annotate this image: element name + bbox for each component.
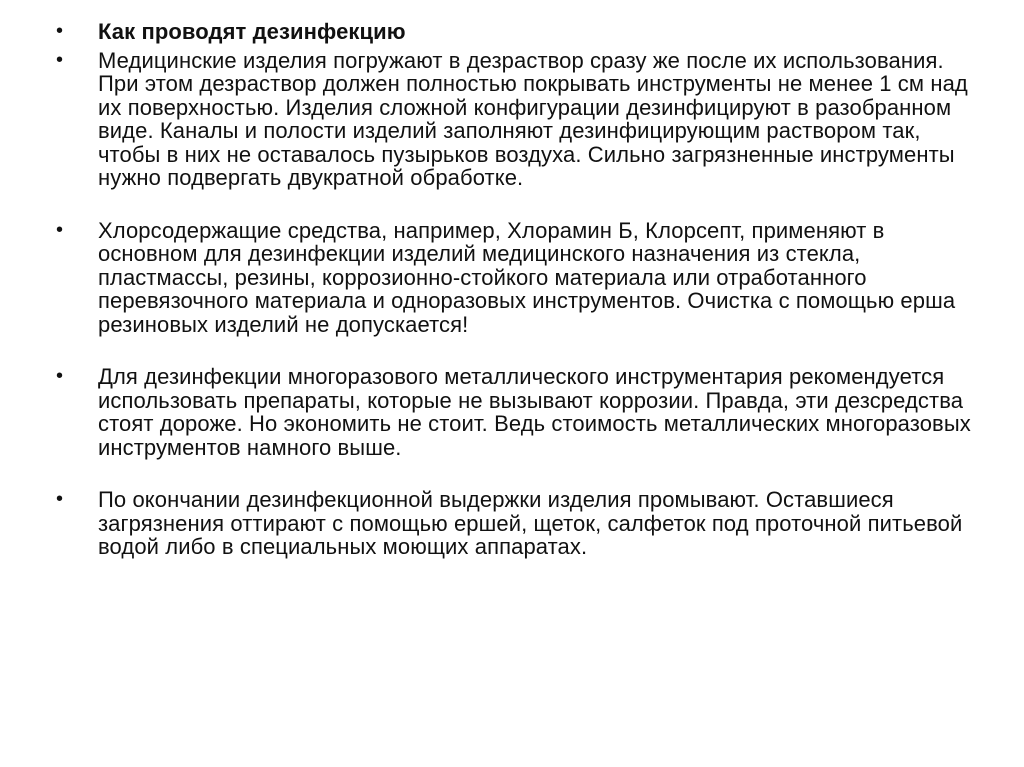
bullet-item-heading: [56, 20, 976, 44]
bullet-item-metal-instruments: [56, 365, 976, 459]
bullet-dot-icon: •: [56, 48, 64, 71]
bullet-dot-icon: •: [56, 20, 64, 42]
bullet-text: Хлорсодержащие средства, например, Хлорамин Б, Клорсепт, применяют в основном для дезинфекции изделий медицинского назначения из стекла, пластмассы, резины, коррозионно-стойкого материала или отработанного перевязочного материала и одноразовых инструментов. Очистка с помощью ерша резиновых изделий не допускается!: [98, 217, 956, 337]
bullet-item-immersion: [56, 49, 976, 190]
bullet-dot-icon: •: [56, 218, 64, 241]
bullet-dot-icon: •: [56, 365, 64, 387]
bullet-text: По окончании дезинфекционной выдержки изделия промывают. Оставшиеся загрязнения оттирают с помощью ершей, щеток, салфеток под проточной питьевой водой либо в специальных моющих аппаратах.: [98, 487, 963, 559]
bullet-text: Медицинские изделия погружают в дезраствор сразу же после их использования. При этом дезраствор должен полностью покрывать инструменты не менее 1 см над их поверхностью. Изделия сложной конфигурации дезинфицируют в разобранном виде. Каналы и полости изделий заполняют дезинфицирующим раствором так, чтобы в них не оставалось пузырьков воздуха. Сильно загрязненные инструменты нужно подвергать двукратной обработке.: [98, 47, 968, 190]
bullet-item-chlorine-agents: [56, 219, 976, 337]
bullet-item-rinsing: [56, 488, 976, 559]
bullet-list: [56, 20, 976, 559]
bullet-text: Для дезинфекции многоразового металлического инструментария рекомендуется использовать препараты, которые не вызывают коррозии. Правда, эти дезсредства стоят дороже. Но экономить не стоит. Ведь стоимость металлических многоразовых инструментов намного выше.: [98, 364, 971, 460]
bullet-dot-icon: •: [56, 488, 64, 510]
slide-heading: Как проводят дезинфекцию: [98, 19, 406, 44]
